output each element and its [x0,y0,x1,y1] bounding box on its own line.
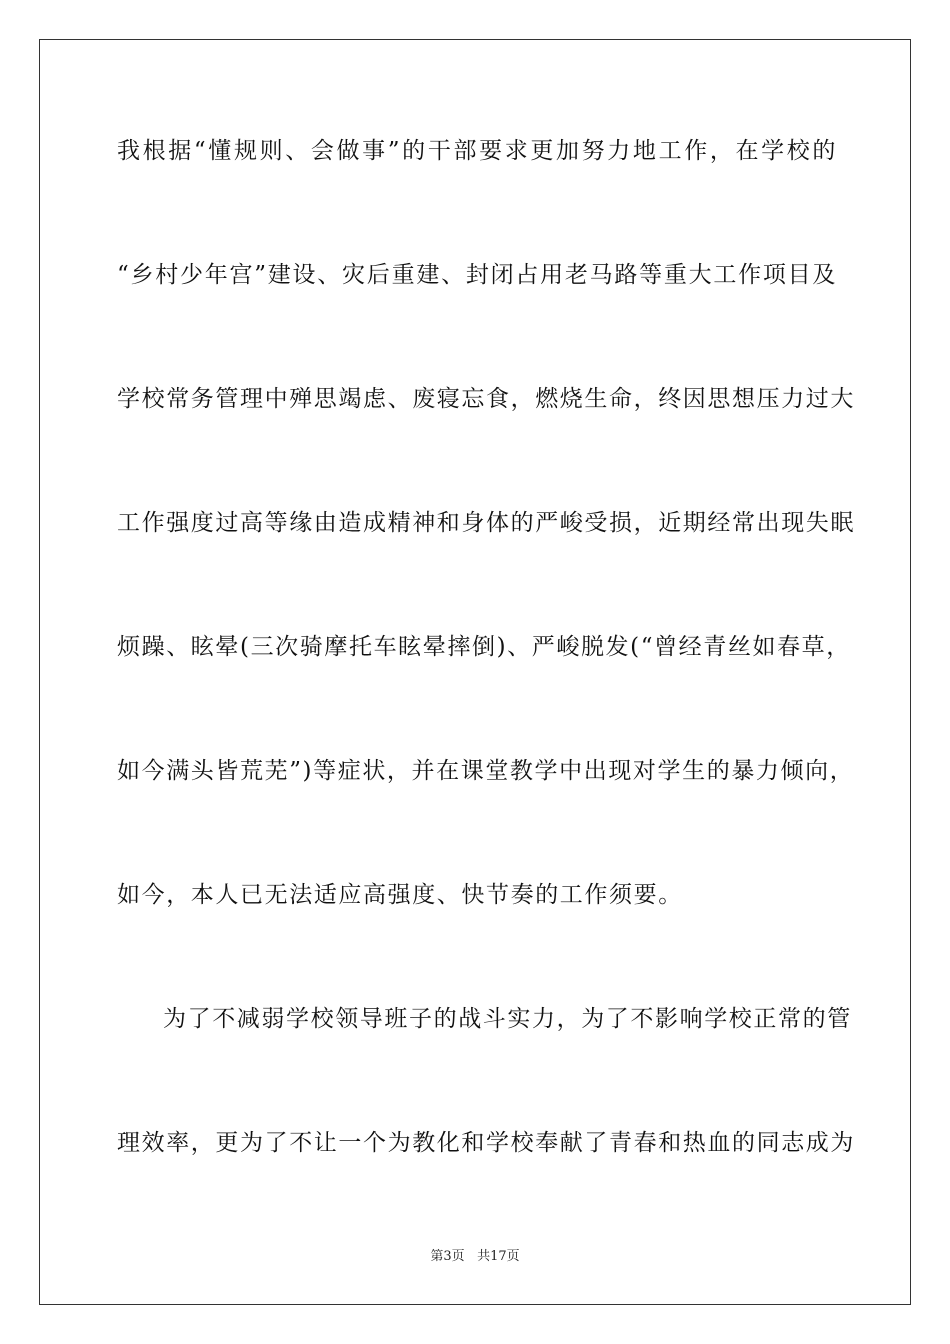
text-line-6: 如今满头皆荒芜”)等症状，并在课堂教学中出现对学生的暴力倾向， [117,758,855,784]
document-body [117,124,855,1240]
text-line-2: “乡村少年宫”建设、灾后重建、封闭占用老马路等重大工作项目及 [117,262,837,288]
text-line-4: 工作强度过高等缘由造成精神和身体的严峻受损，近期经常出现失眠 [117,510,855,536]
page-total: 共17页 [477,1249,520,1264]
text-line-9: 理效率，更为了不让一个为教化和学校奉献了青春和热血的同志成为 [117,1130,855,1156]
text-line-5: 烦躁、眩晕(三次骑摩托车眩晕摔倒)、严峻脱发(“曾经青丝如春草， [117,634,851,660]
text-line-8: 为了不减弱学校领导班子的战斗实力，为了不影响学校正常的管 [163,1006,852,1032]
text-line-3: 学校常务管理中殚思竭虑、废寝忘食，燃烧生命，终因思想压力过大 [117,386,855,412]
page-footer [0,1245,950,1264]
text-line-7: 如今，本人已无法适应高强度、快节奏的工作须要。 [117,882,683,908]
page-number: 第3页 [430,1249,465,1264]
text-line-1: 我根据“懂规则、会做事”的干部要求更加努力地工作，在学校的 [117,138,837,164]
